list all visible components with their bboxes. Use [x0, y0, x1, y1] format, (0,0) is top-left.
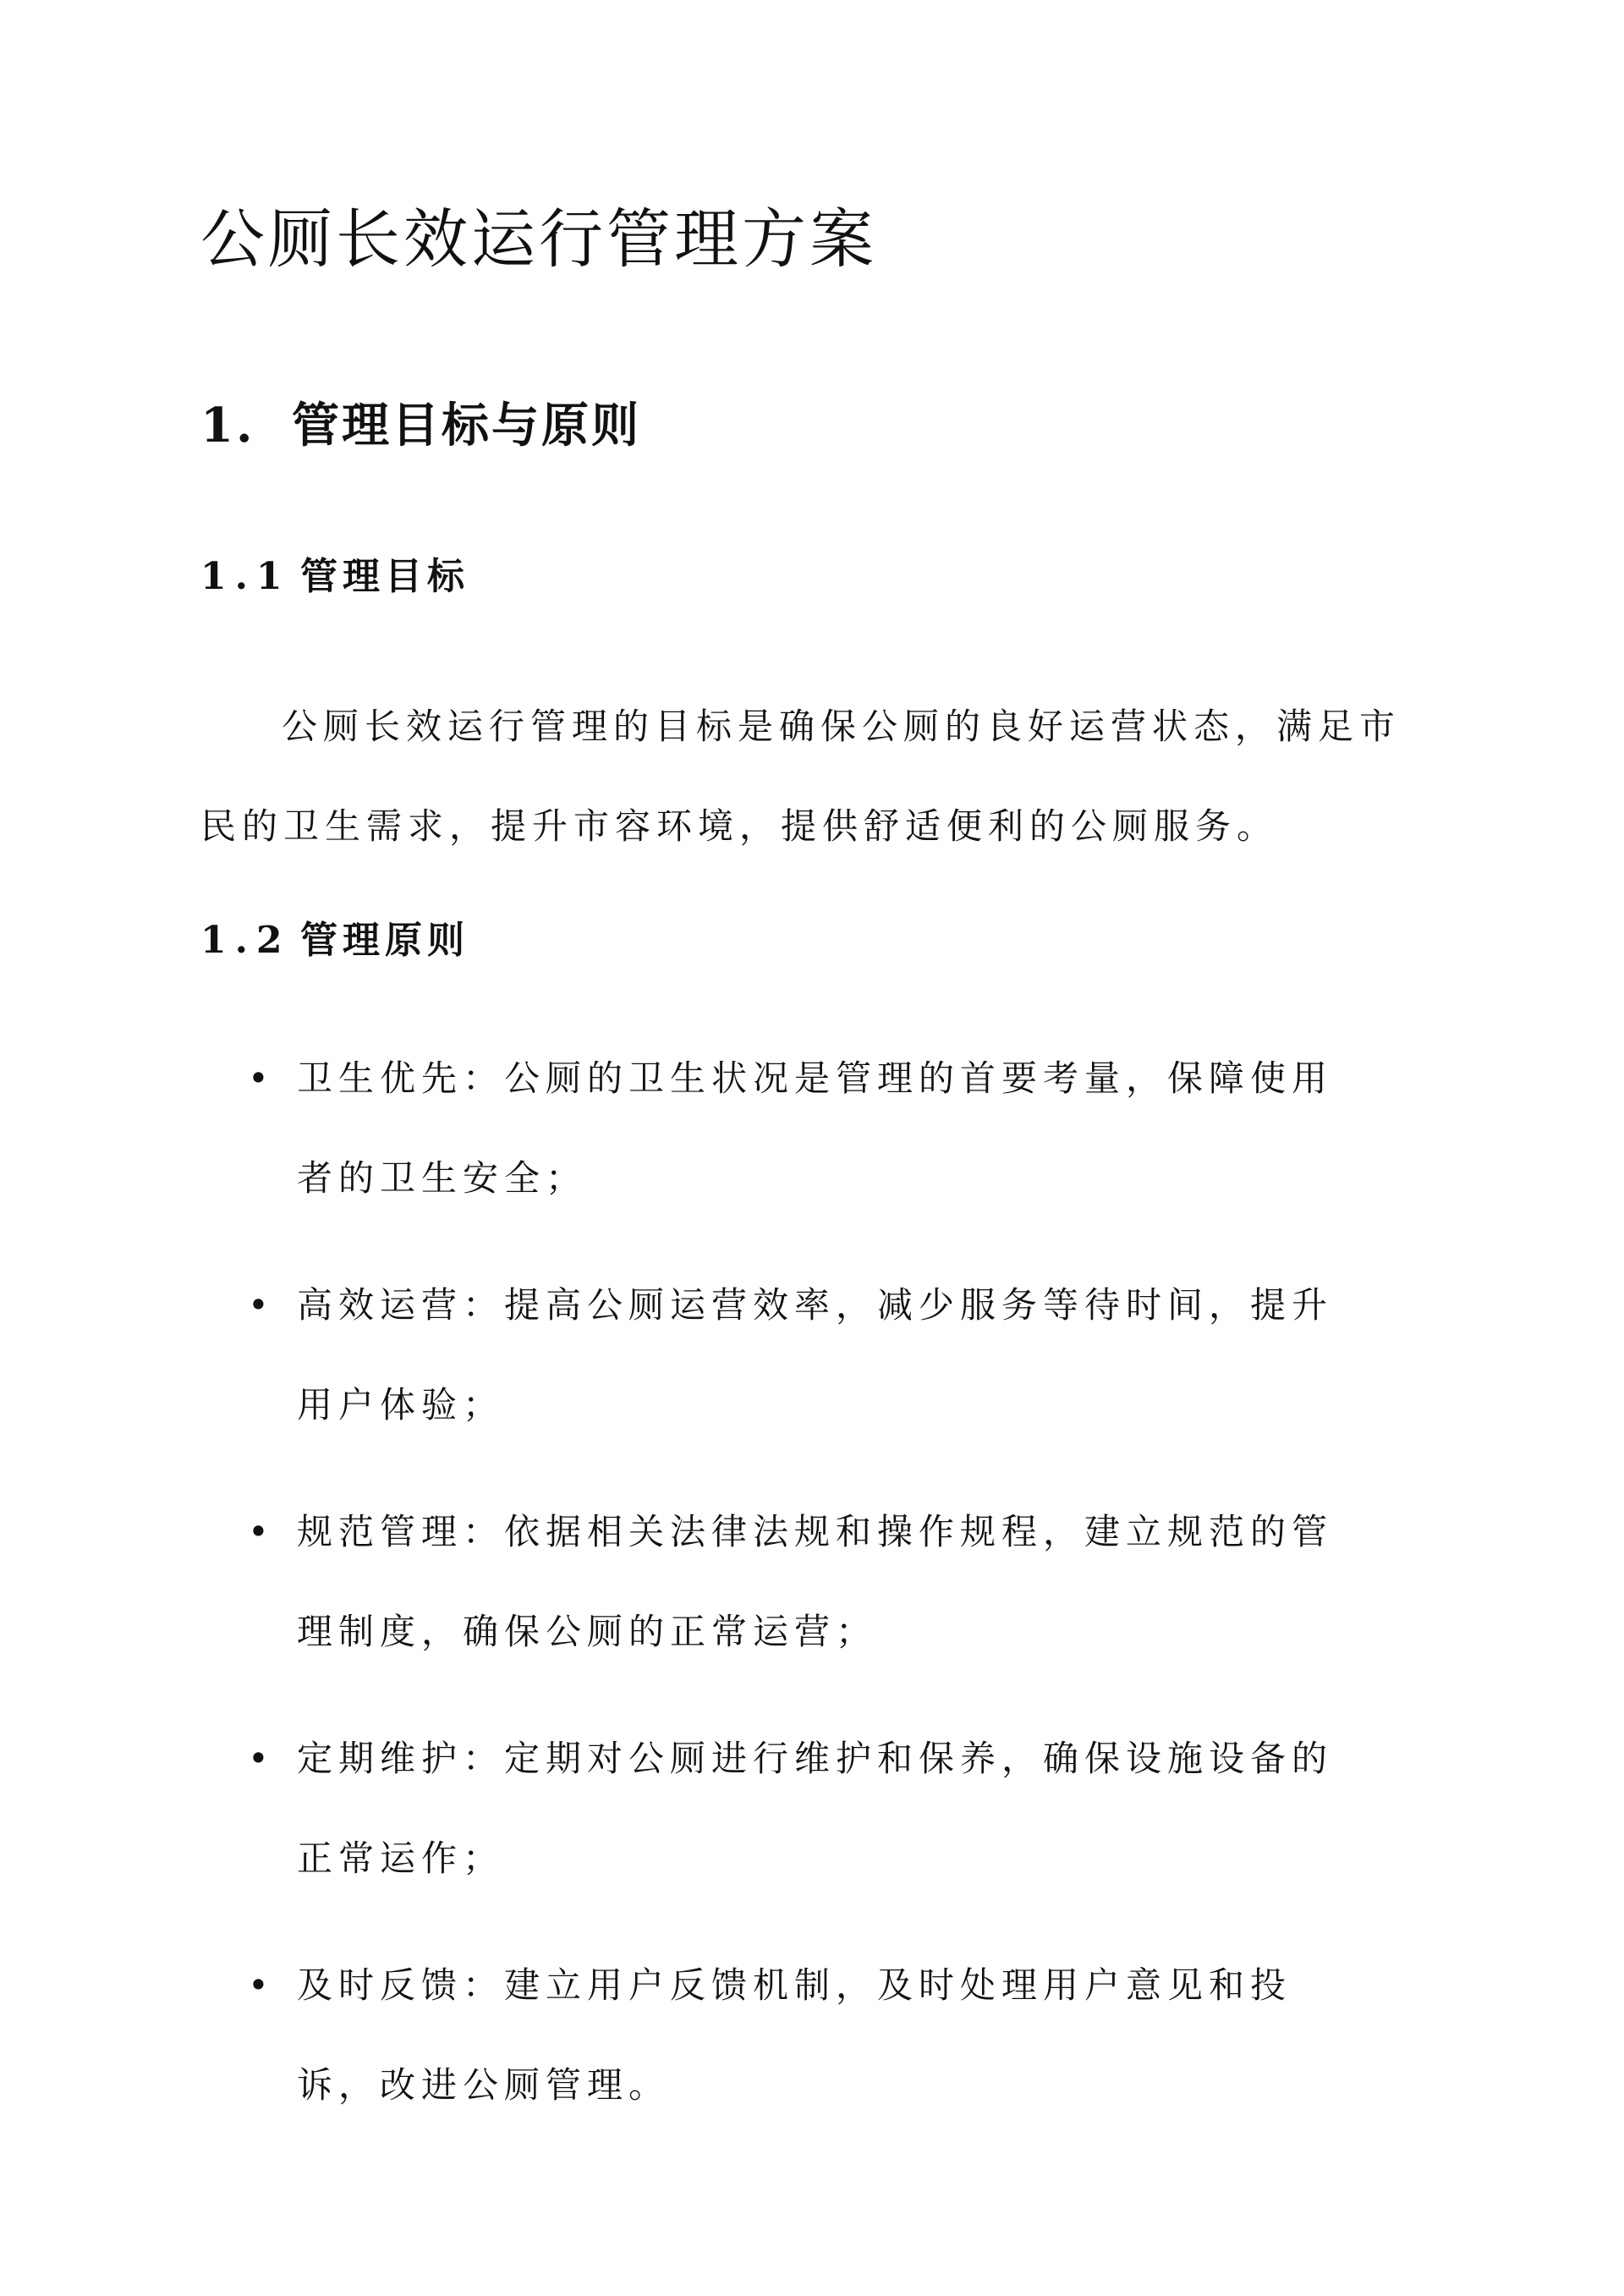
subsection-title: 管理目标	[300, 555, 469, 598]
bullet-icon: •	[248, 1738, 275, 1779]
list-item-text: 及时反馈：建立用户反馈机制，及时处理用户意见和投诉，改进公厕管理。	[297, 1964, 1292, 2106]
subsection-heading-1-1	[200, 553, 469, 601]
subsection-number: 1.2	[200, 919, 291, 962]
list-item-text: 卫生优先：公厕的卫生状况是管理的首要考量，保障使用者的卫生安全；	[297, 1057, 1334, 1199]
subsection-number: 1.1	[200, 555, 291, 598]
bullet-icon: •	[248, 1964, 275, 2006]
bullet-icon: •	[248, 1057, 275, 1099]
section-number: 1.	[200, 398, 255, 453]
bullet-icon: •	[248, 1511, 275, 1552]
goal-paragraph: 公厕长效运行管理的目标是确保公厕的良好运营状态，满足市民的卫生需求，提升市容环境，提供舒适便利的公厕服务。	[200, 706, 1402, 847]
list-item-text: 定期维护：定期对公厕进行维护和保养，确保设施设备的正常运作；	[297, 1738, 1334, 1879]
list-item	[200, 1709, 1351, 1909]
section-heading-1	[200, 396, 641, 455]
list-item	[200, 1936, 1351, 2135]
document-title: 公厕长效运行管理方案	[200, 201, 877, 277]
section-title: 管理目标与原则	[292, 398, 641, 453]
list-item-text: 规范管理：依据相关法律法规和操作规程，建立规范的管理制度，确保公厕的正常运营；	[297, 1511, 1334, 1652]
subsection-heading-1-2	[200, 917, 469, 964]
principles-list	[200, 1029, 1427, 2162]
list-item	[200, 1255, 1351, 1455]
subsection-title: 管理原则	[300, 919, 469, 962]
bullet-icon: •	[248, 1284, 275, 1326]
list-item-text: 高效运营：提高公厕运营效率，减少服务等待时间，提升用户体验；	[297, 1284, 1334, 1425]
list-item	[200, 1029, 1351, 1228]
list-item	[200, 1482, 1351, 1682]
